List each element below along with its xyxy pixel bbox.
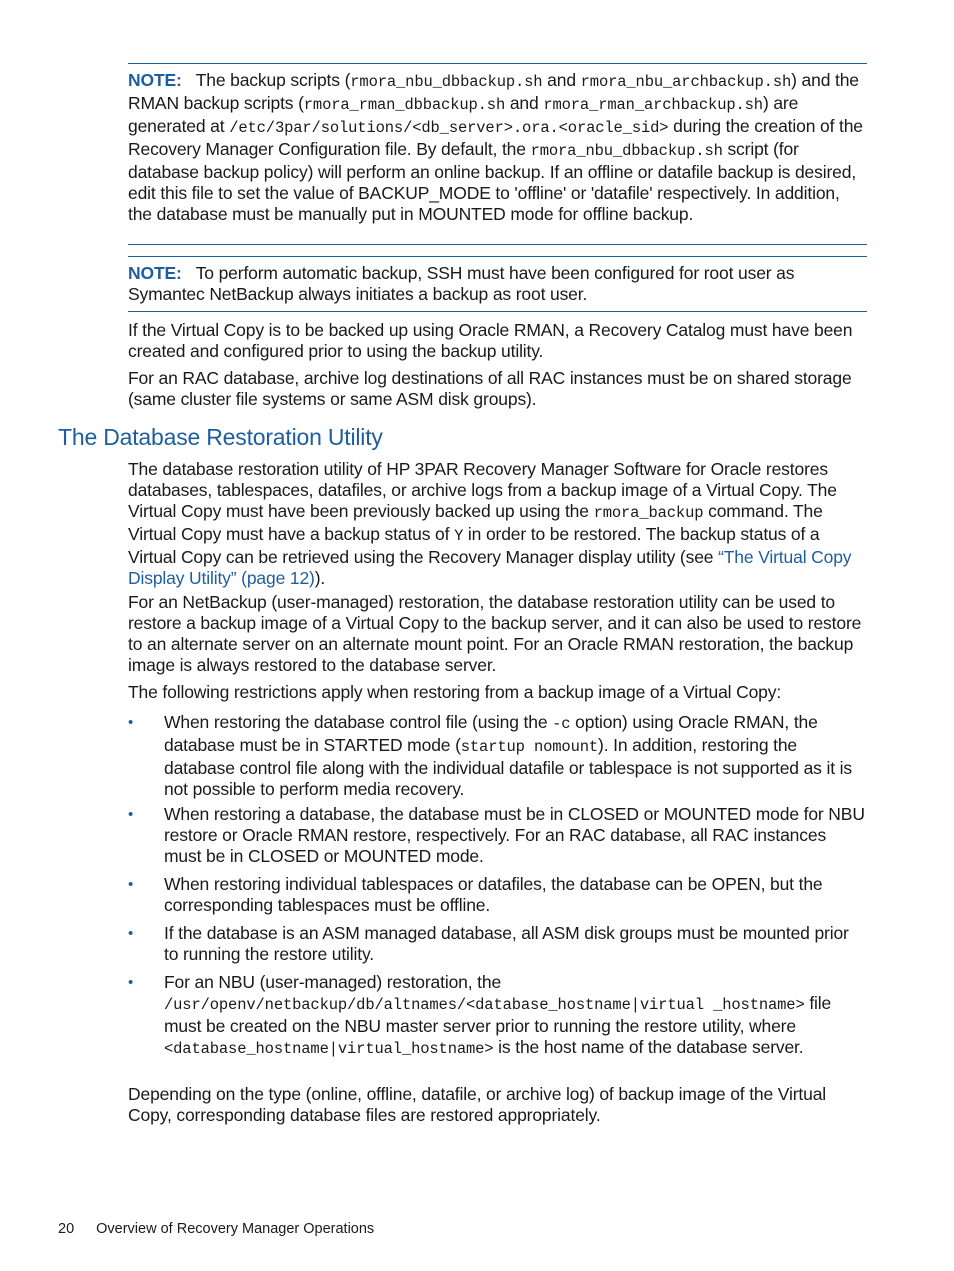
code-option-c: -c <box>552 715 571 733</box>
bullet-icon: • <box>128 876 134 893</box>
paragraph-rac-archive: For an RAC database, archive log destinations of all RAC instances must be on shared storage (same cluster file systems or same ASM disk groups). <box>128 368 852 409</box>
list-item: • For an NBU (user-managed) restoration, the /usr/openv/netbackup/db/altnames/<database_hostname|virtual _hostname> file must be created on the NBU master server prior to running the restore utility, where <database_hostname|virtual_hostname> is the host name of the database server. <box>128 972 832 1058</box>
paragraph-netbackup: For an NetBackup (user-managed) restoration, the database restoration utility can be used to restore a backup image of a Virtual Copy to the backup server, and it can also be used to restore to an alternate server on an alternate mount point. For an Oracle RMAN restoration, the backup image is always restored to the database server. <box>128 592 862 675</box>
bullet-icon: • <box>128 714 134 731</box>
code-config-path: /etc/3par/solutions/<db_server>.ora.<oracle_sid> <box>229 119 669 137</box>
list-item: • When restoring a database, the database must be in CLOSED or MOUNTED mode for NBU restore or Oracle RMAN restore, respectively. For an RAC database, all RAC instances must be in CLOSED or MOUNTED mode. <box>128 804 865 866</box>
note-ssh: NOTE: To perform automatic backup, SSH must have been configured for root user as Symantec NetBackup always initiates a backup as root user. <box>128 263 795 304</box>
note-top-rule <box>128 63 867 64</box>
code-rmora-nbu-archbackup: rmora_nbu_archbackup.sh <box>580 73 792 91</box>
footer-title: Overview of Recovery Manager Operations <box>96 1221 375 1237</box>
bullet-icon: • <box>128 974 134 991</box>
note2-top-rule <box>128 256 867 257</box>
list-item: • When restoring the database control file (using the -c option) using Oracle RMAN, the database must be in STARTED mode (startup nomount). In addition, restoring the database control file along with the individual datafile or tablespace is not supported as it is not possible to perform media recovery. <box>128 712 852 799</box>
code-rmora-nbu-dbbackup-2: rmora_nbu_dbbackup.sh <box>530 142 723 160</box>
paragraph-restore-types: Depending on the type (online, offline, datafile, or archive log) of backup image of the Virtual Copy, corresponding database files are restored appropriately. <box>128 1084 827 1125</box>
code-rmora-rman-archbackup: rmora_rman_archbackup.sh <box>543 96 763 114</box>
section-heading: The Database Restoration Utility <box>58 424 383 450</box>
code-rmora-backup: rmora_backup <box>593 504 704 522</box>
paragraph-restoration-intro: The database restoration utility of HP 3PAR Recovery Manager Software for Oracle restores databases, tablespaces, datafiles, or archive logs from a backup image of a Virtual Copy. The Virtual Copy must have been previously backed up using the rmora_backup command. The Virtual Copy must have a backup status of Y in order to be restored. The backup status of a Virtual Copy can be retrieved using the Recovery Manager display utility (see “The Virtual Copy Display Utility” (page 12)). <box>128 459 852 588</box>
bullet-icon: • <box>128 806 134 823</box>
code-startup-nomount: startup nomount <box>460 738 599 756</box>
list-item: • When restoring individual tablespaces or datafiles, the database can be OPEN, but the corresponding tablespaces must be offline. <box>128 874 823 915</box>
code-altnames-path: /usr/openv/netbackup/db/altnames/<database_hostname|virtual _hostname> <box>164 996 805 1014</box>
note-label: NOTE: <box>128 263 182 283</box>
note2-bottom-rule <box>128 311 867 312</box>
list-item: • If the database is an ASM managed database, all ASM disk groups must be mounted prior to running the restore utility. <box>128 923 849 964</box>
paragraph-rman-catalog: If the Virtual Copy is to be backed up using Oracle RMAN, a Recovery Catalog must have been created and configured prior to using the backup utility. <box>128 320 853 361</box>
bullet-icon: • <box>128 925 134 942</box>
note-bottom-rule <box>128 244 867 245</box>
note-label: NOTE: <box>128 70 182 90</box>
paragraph-restrictions-intro: The following restrictions apply when restoring from a backup image of a Virtual Copy: <box>128 682 782 702</box>
page-number: 20 <box>58 1221 75 1237</box>
code-hostname-placeholder: <database_hostname|virtual_hostname> <box>164 1040 494 1058</box>
code-status-y: Y <box>454 527 464 545</box>
code-rmora-rman-dbbackup: rmora_rman_dbbackup.sh <box>303 96 506 114</box>
page-footer <box>58 1221 374 1237</box>
cross-reference-link[interactable]: “The Virtual Copy Display Utility” (page 12) <box>128 547 852 588</box>
code-rmora-nbu-dbbackup: rmora_nbu_dbbackup.sh <box>350 73 543 91</box>
note-backup-scripts: NOTE: The backup scripts (rmora_nbu_dbbackup.sh and rmora_nbu_archbackup.sh) and the RMAN backup scripts (rmora_rman_dbbackup.sh and rmora_rman_archbackup.sh) are generated at /etc/3par/solutions/<db_server>.ora.<oracle_sid> during the creation of the Recovery Manager Configuration file. By default, the rmora_nbu_dbbackup.sh script (for database backup policy) will perform an online backup. If an offline or datafile backup is desired, edit this file to set the value of BACKUP_MODE to 'offline' or 'datafile' respectively. In addition, the database must be manually put in MOUNTED mode for offline backup. <box>128 70 863 224</box>
